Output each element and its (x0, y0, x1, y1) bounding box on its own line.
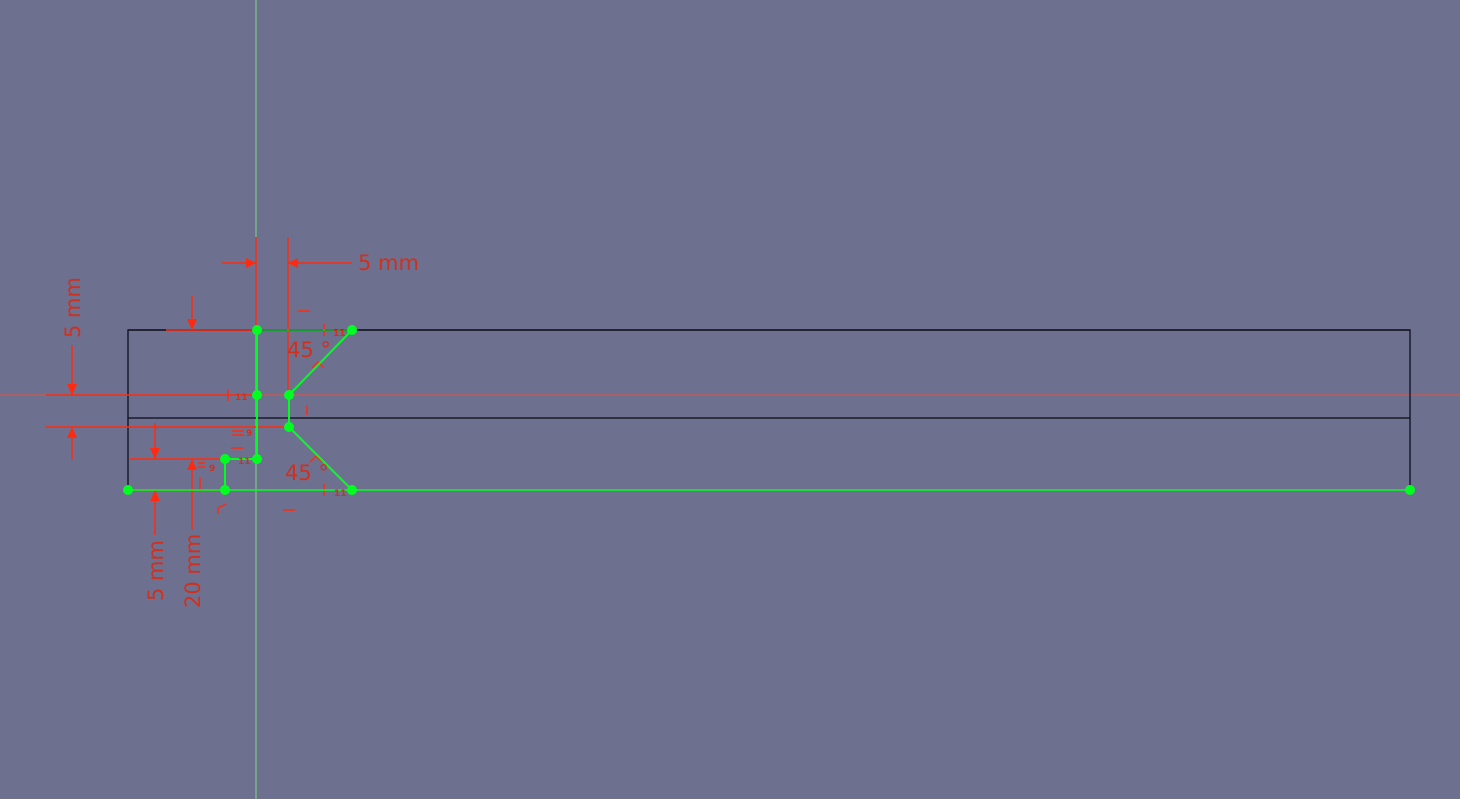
arrow-5mm-down (150, 448, 160, 459)
marker-equal-left: 9 (209, 464, 216, 474)
dim-label-angle-lower[interactable]: 45 ° (285, 461, 329, 485)
arrow-top-ext-down (187, 319, 197, 330)
arrow-left-down (67, 384, 77, 395)
dim-label-bottom-20mm[interactable]: 20 mm (181, 533, 205, 608)
dim-label-angle-upper[interactable]: 45 ° (287, 338, 331, 362)
marker-symmetry-lower: 11 (238, 457, 251, 467)
vertex[interactable] (347, 485, 357, 495)
arrow-top-right (288, 258, 298, 268)
vertex[interactable] (347, 325, 357, 335)
marker-symmetry-upper: 11 (235, 393, 248, 403)
vertex[interactable] (252, 390, 262, 400)
vertex[interactable] (1405, 485, 1415, 495)
dim-label-left-5mm[interactable]: 5 mm (61, 277, 85, 338)
marker-tangent-top-right: 11 (333, 329, 346, 339)
marker-tangent-bottom-right: 11 (334, 489, 347, 499)
arrow-top-left (246, 258, 256, 268)
tick-corner (218, 504, 226, 514)
dim-label-top-5mm[interactable]: 5 mm (358, 251, 419, 275)
vertex[interactable] (220, 454, 230, 464)
dim-label-bottom-5mm[interactable]: 5 mm (144, 540, 168, 601)
vertex[interactable] (252, 325, 262, 335)
vertex[interactable] (123, 485, 133, 495)
arrowheads (67, 258, 298, 501)
vertex[interactable] (252, 454, 262, 464)
vertex[interactable] (284, 422, 294, 432)
vertex[interactable] (220, 485, 230, 495)
arrow-20mm-up (187, 459, 197, 470)
arrow-left-up (67, 427, 77, 438)
vertex[interactable] (284, 390, 294, 400)
arrow-5mm-up (150, 490, 160, 501)
marker-equal-mid: 9 (246, 429, 253, 439)
